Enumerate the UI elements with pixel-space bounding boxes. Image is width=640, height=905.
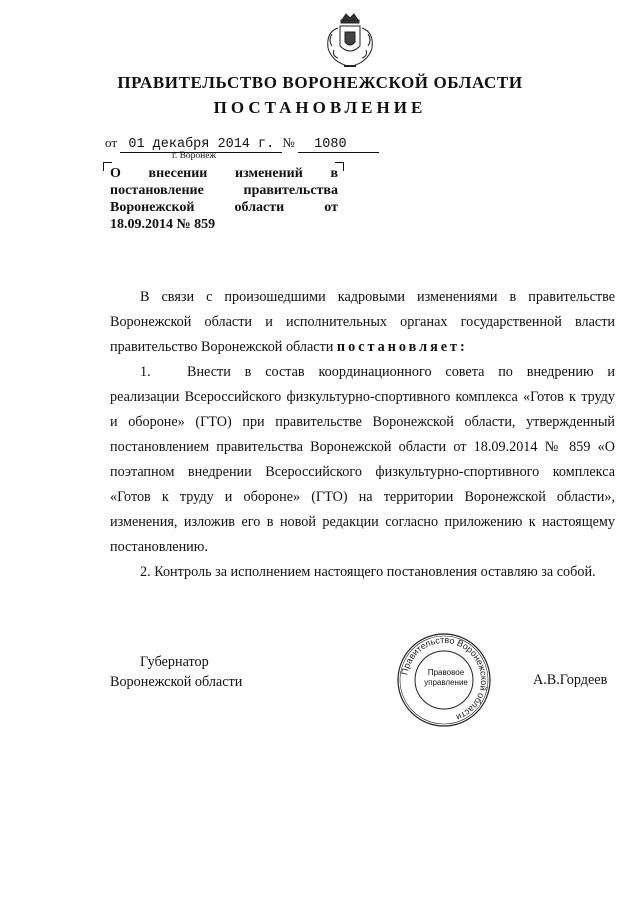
subject-line: постановление правительства [110, 183, 338, 198]
document-type: ПОСТАНОВЛЕНИЕ [213, 98, 427, 117]
seal-center-text: Правовое управление [424, 668, 468, 687]
decree-word: постановляет: [336, 339, 468, 355]
subject-line: О внесении изменений в [110, 166, 338, 181]
signatory-title-line: Воронежской области [110, 674, 243, 690]
government-title: ПРАВИТЕЛЬСТВО ВОРОНЕЖСКОЙ ОБЛАСТИ [117, 73, 523, 92]
item-2: 2. Контроль за исполнением настоящего постановления оставляю за собой. [140, 564, 596, 580]
dateline [105, 135, 379, 153]
subject-line: Воронежской области от [110, 200, 338, 215]
city: г. Воронеж [172, 151, 217, 161]
document-subject [110, 165, 338, 233]
signatory-title-line: Губернатор [140, 654, 209, 670]
document-number: 1080 [298, 137, 379, 153]
signatory-name: А.В.Гордеев [533, 672, 608, 688]
document-date: 01 декабря 2014 г. [120, 137, 282, 153]
date-prefix: от [105, 135, 118, 150]
item-1: 1. Внести в состав координационного совета по внедрению и реализации Всероссийского физкультурно-спортивного комплекса «Готов к труду и обороне» (ГТО) при правительстве Воронежской области, утвержденный постановлением правительства Воронежской области от 18.09.2014 № 859 «О поэтапном внедрении Всероссийского физкультурно-спортивного комплекса «Готов к труду и обороне» (ГТО) на территории Воронежской области», изменения, изложив его в новой редакции согласно приложению к настоящему постановлению. [110, 364, 615, 555]
intro-paragraph: В связи с произошедшими кадровыми изменениями в правительстве Воронежской области и исполнительных органах государственной власти правительство Воронежской области постановляет: [110, 289, 615, 355]
subject-line: 18.09.2014 № 859 [110, 217, 216, 232]
number-label: № [282, 135, 295, 150]
coat-of-arms-icon [318, 10, 382, 72]
document-body [110, 285, 615, 585]
seal-ring-text: Правительство Воронежской области [399, 634, 490, 723]
signatory-title [110, 652, 242, 692]
